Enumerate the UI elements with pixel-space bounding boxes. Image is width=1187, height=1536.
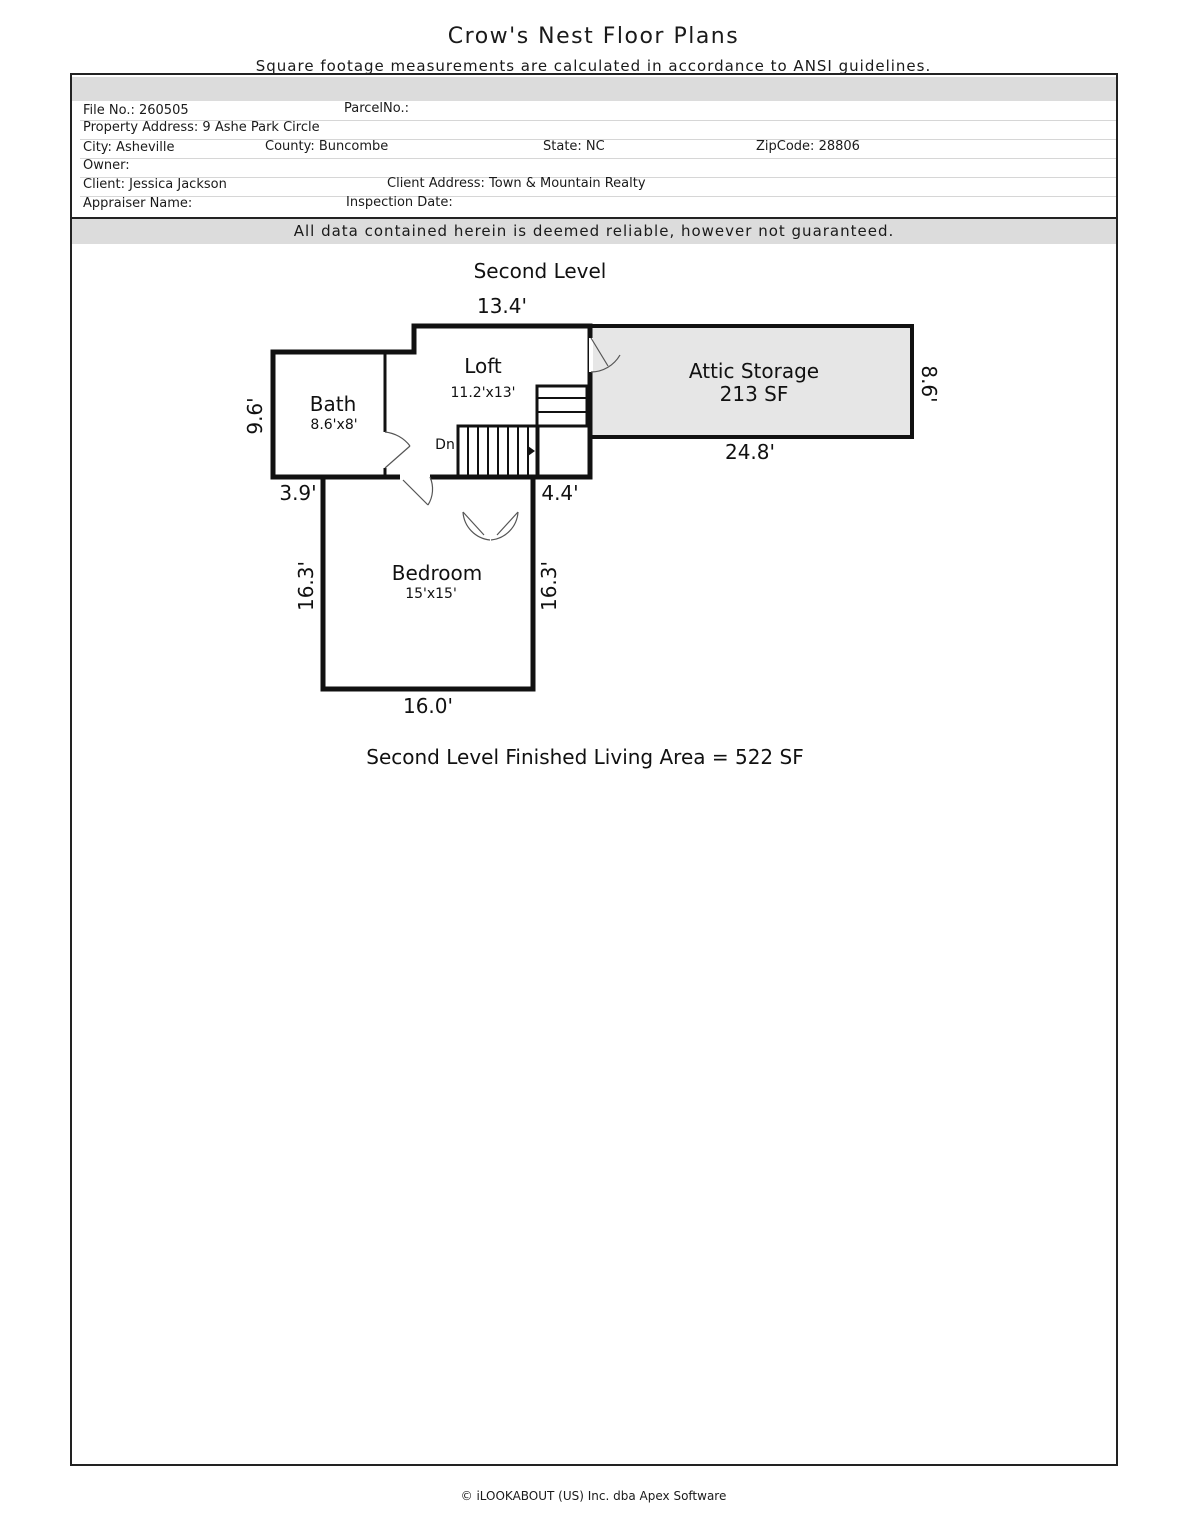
bedroom-name: Bedroom: [391, 561, 483, 585]
county: County: Buncombe: [265, 139, 389, 154]
bath-size: 8.6'x8': [310, 417, 358, 433]
file-no: File No.: 260505: [83, 103, 189, 118]
loft-size: 11.2'x13': [450, 385, 516, 401]
footer-copyright: © iLOOKABOUT (US) Inc. dba Apex Software: [460, 1489, 727, 1503]
parcel-no: ParcelNo.:: [344, 101, 409, 116]
client-address: Client Address: Town & Mountain Realty: [387, 176, 646, 191]
bedroom-size: 15'x15': [405, 586, 457, 602]
stairs-label: Dn: [435, 437, 455, 453]
inspection-date: Inspection Date:: [346, 195, 453, 210]
attic-name: Attic Storage: [688, 359, 820, 383]
dim-bath-left: 9.6': [243, 397, 267, 435]
level-title: Second Level: [473, 259, 607, 283]
state: State: NC: [543, 139, 605, 154]
dim-left-small: 3.9': [279, 481, 317, 505]
dim-right-small: 4.4': [541, 481, 579, 505]
area-summary: Second Level Finished Living Area = 522 SF: [366, 745, 804, 769]
dim-bedroom-left: 16.3': [294, 560, 318, 612]
bath-name: Bath: [309, 392, 357, 416]
appraiser-name: Appraiser Name:: [83, 196, 193, 211]
page-title: Crow's Nest Floor Plans: [447, 24, 740, 49]
dim-bedroom-right: 16.3': [537, 560, 561, 612]
zipcode: ZipCode: 28806: [756, 139, 860, 154]
client: Client: Jessica Jackson: [83, 177, 227, 192]
disclaimer: All data contained herein is deemed reliable, however not guaranteed.: [72, 219, 1116, 244]
owner: Owner:: [83, 158, 130, 173]
loft-name: Loft: [464, 354, 502, 378]
dim-bedroom-bottom: 16.0': [402, 694, 454, 718]
attic-size: 213 SF: [719, 382, 789, 406]
property-address: Property Address: 9 Ashe Park Circle: [83, 120, 320, 135]
dim-top: 13.4': [476, 294, 528, 318]
dim-attic-right: 8.6': [917, 365, 941, 403]
page-subtitle: Square footage measurements are calculated in accordance to ANSI guidelines.: [255, 57, 932, 75]
city: City: Asheville: [83, 140, 175, 155]
dim-attic-bottom: 24.8': [724, 440, 776, 464]
